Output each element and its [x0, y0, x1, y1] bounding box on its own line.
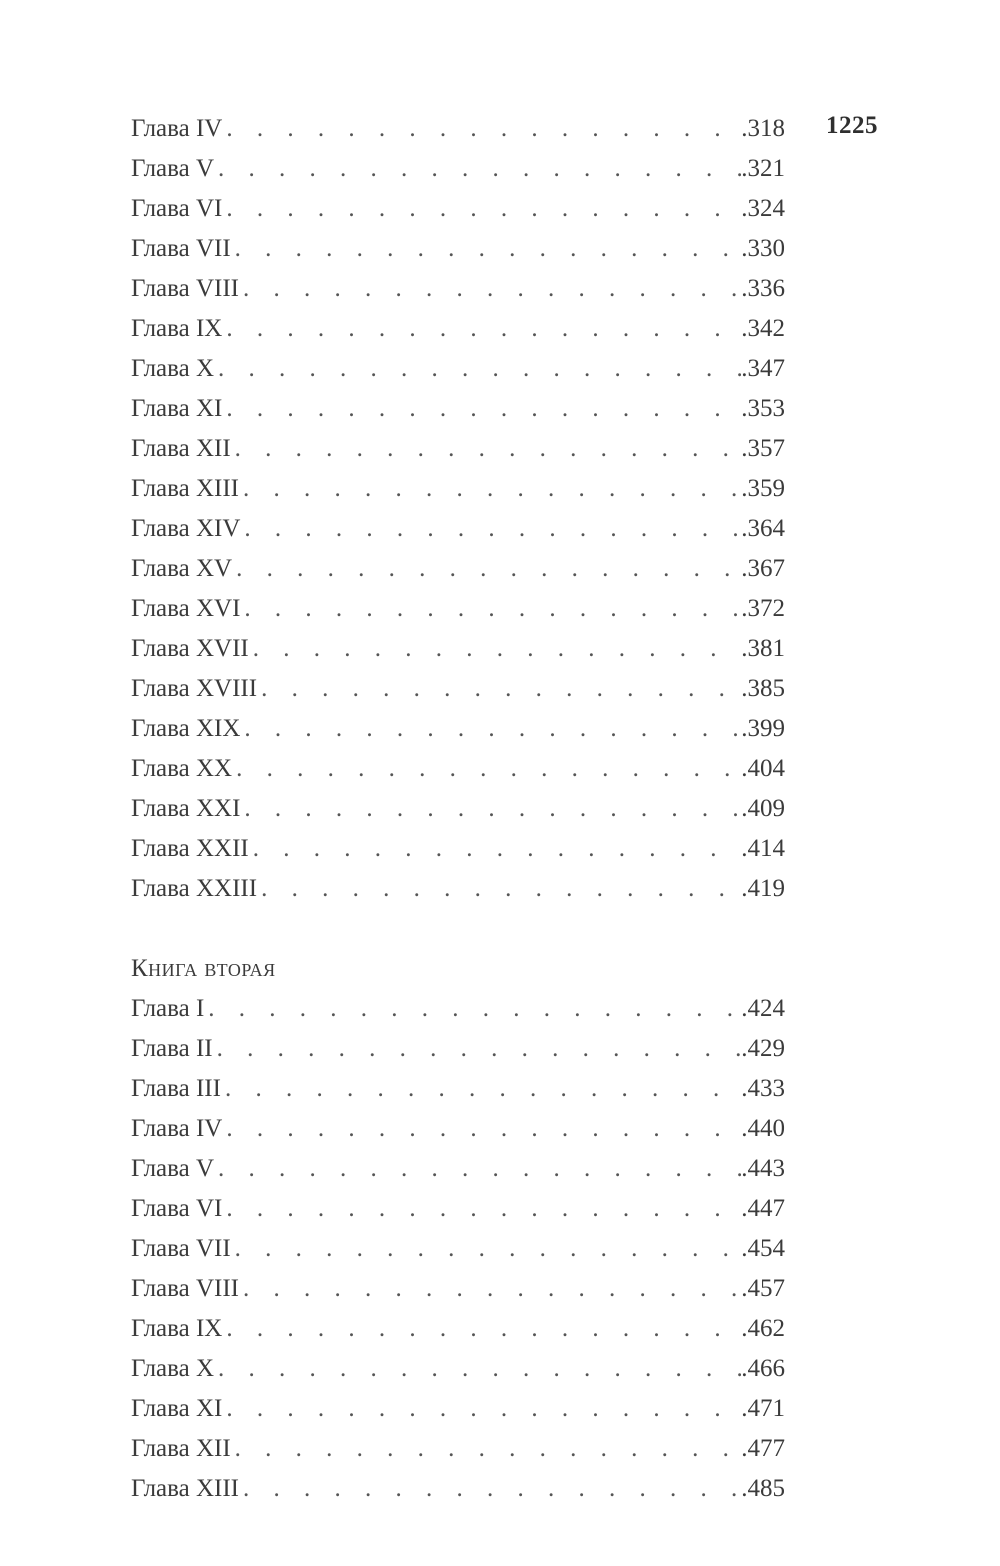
chapter-page-number: . 385 [741, 669, 785, 709]
dot-leader [226, 1309, 741, 1349]
chapter-title: Глава XX [131, 755, 233, 782]
chapter-title: Глава XXI [131, 795, 241, 822]
chapter-page-number: . 359 [741, 469, 785, 509]
chapter-title: Глава VII [131, 235, 231, 262]
chapter-page-number: . 454 [741, 1229, 785, 1269]
chapter-title: Глава XIX [131, 715, 241, 742]
chapter-title: Глава VIII [131, 275, 239, 302]
dot-leader [225, 1069, 741, 1109]
toc-group-book-one [131, 109, 785, 909]
toc-entry [131, 669, 785, 709]
chapter-title: Глава XVIII [131, 675, 258, 702]
chapter-page-number: . 462 [741, 1309, 785, 1349]
chapter-page-number: . 342 [741, 309, 785, 349]
chapter-title: Глава V [131, 155, 215, 182]
dot-leader [261, 869, 741, 909]
chapter-page-number: . 321 [741, 149, 785, 189]
dot-leader [226, 1189, 741, 1229]
chapter-page-number: . 336 [741, 269, 785, 309]
toc-entry [131, 589, 785, 629]
chapter-title: Глава V [131, 1155, 215, 1182]
chapter-page-number: . 364 [741, 509, 785, 549]
chapter-page-number: . 414 [741, 829, 785, 869]
chapter-title: Глава XVI [131, 595, 241, 622]
chapter-page-number: . 485 [741, 1469, 785, 1509]
chapter-title: Глава XIII [131, 1475, 239, 1502]
chapter-page-number: . 324 [741, 189, 785, 229]
dot-leader [243, 1269, 741, 1309]
toc-entry [131, 269, 785, 309]
toc-entry [131, 549, 785, 589]
dot-leader [235, 1429, 742, 1469]
chapter-title: Глава III [131, 1075, 221, 1102]
chapter-title: Глава XXII [131, 835, 249, 862]
chapter-page-number: . 399 [741, 709, 785, 749]
toc-entry [131, 389, 785, 429]
chapter-title: Глава IX [131, 1315, 223, 1342]
chapter-page-number: . 318 [741, 109, 785, 149]
dot-leader [236, 749, 741, 789]
chapter-title: Глава VI [131, 195, 223, 222]
toc-entry [131, 629, 785, 669]
dot-leader [243, 269, 741, 309]
table-of-contents [131, 109, 785, 1509]
toc-entry [131, 1349, 785, 1389]
chapter-page-number: . 447 [741, 1189, 785, 1229]
chapter-page-number: . 457 [741, 1269, 785, 1309]
chapter-page-number: . 404 [741, 749, 785, 789]
chapter-page-number: . 466 [741, 1349, 785, 1389]
chapter-title: Глава XII [131, 1435, 231, 1462]
dot-leader [253, 829, 742, 869]
dot-leader [244, 589, 741, 629]
dot-leader [226, 109, 741, 149]
chapter-page-number: . 433 [741, 1069, 785, 1109]
chapter-page-number: . 419 [741, 869, 785, 909]
chapter-page-number: . 440 [741, 1109, 785, 1149]
dot-leader [218, 149, 741, 189]
dot-leader [226, 389, 741, 429]
toc-entry [131, 109, 785, 149]
toc-entry [131, 1429, 785, 1469]
toc-entry [131, 1269, 785, 1309]
dot-leader [217, 1029, 742, 1069]
chapter-title: Глава XI [131, 395, 223, 422]
chapter-page-number: . 429 [741, 1029, 785, 1069]
dot-leader [243, 1469, 741, 1509]
toc-entry [131, 429, 785, 469]
dot-leader [226, 1389, 741, 1429]
chapter-title: Глава XV [131, 555, 233, 582]
chapter-title: Глава XI [131, 1395, 223, 1422]
toc-entry [131, 469, 785, 509]
dot-leader [218, 1149, 741, 1189]
chapter-title: Глава XII [131, 435, 231, 462]
toc-entry [131, 1309, 785, 1349]
toc-entry [131, 309, 785, 349]
dot-leader [208, 989, 741, 1029]
toc-entry [131, 829, 785, 869]
toc-entry [131, 1389, 785, 1429]
dot-leader [243, 469, 741, 509]
chapter-page-number: . 471 [741, 1389, 785, 1429]
chapter-page-number: . 372 [741, 589, 785, 629]
toc-entry [131, 1189, 785, 1229]
toc-entry [131, 189, 785, 229]
dot-leader [236, 549, 741, 589]
chapter-page-number: . 443 [741, 1149, 785, 1189]
chapter-title: Глава IV [131, 115, 223, 142]
dot-leader [218, 349, 741, 389]
toc-entry [131, 149, 785, 189]
chapter-page-number: . 424 [741, 989, 785, 1029]
chapter-page-number: . 330 [741, 229, 785, 269]
dot-leader [226, 309, 741, 349]
toc-entry [131, 1109, 785, 1149]
dot-leader [253, 629, 742, 669]
toc-entry [131, 709, 785, 749]
chapter-page-number: . 347 [741, 349, 785, 389]
chapter-page-number: . 477 [741, 1429, 785, 1469]
chapter-title: Глава I [131, 995, 205, 1022]
chapter-title: Глава VII [131, 1235, 231, 1262]
chapter-title: Глава IV [131, 1115, 223, 1142]
chapter-page-number: . 381 [741, 629, 785, 669]
chapter-page-number: . 357 [741, 429, 785, 469]
chapter-title: Глава II [131, 1035, 213, 1062]
dot-leader [244, 509, 741, 549]
chapter-title: Глава VIII [131, 1275, 239, 1302]
toc-entry [131, 1029, 785, 1069]
toc-entry [131, 1469, 785, 1509]
section-heading-book-two: Книга вторая [131, 955, 276, 982]
chapter-page-number: . 409 [741, 789, 785, 829]
chapter-page-number: . 367 [741, 549, 785, 589]
chapter-title: Глава VI [131, 1195, 223, 1222]
page-number: 1225 [826, 112, 878, 139]
chapter-title: Глава IX [131, 315, 223, 342]
dot-leader [218, 1349, 741, 1389]
chapter-title: Глава XXIII [131, 875, 258, 902]
chapter-title: Глава X [131, 1355, 215, 1382]
dot-leader [226, 189, 741, 229]
toc-entry [131, 1149, 785, 1189]
toc-entry [131, 789, 785, 829]
chapter-page-number: . 353 [741, 389, 785, 429]
toc-entry [131, 349, 785, 389]
toc-entry [131, 869, 785, 909]
toc-entry [131, 229, 785, 269]
dot-leader [235, 1229, 742, 1269]
toc-group-book-two [131, 989, 785, 1509]
toc-entry [131, 1229, 785, 1269]
chapter-title: Глава X [131, 355, 215, 382]
dot-leader [244, 789, 741, 829]
chapter-title: Глава XVII [131, 635, 249, 662]
toc-entry [131, 509, 785, 549]
dot-leader [261, 669, 741, 709]
toc-entry [131, 989, 785, 1029]
toc-entry [131, 749, 785, 789]
chapter-title: Глава XIII [131, 475, 239, 502]
chapter-title: Глава XIV [131, 515, 241, 542]
dot-leader [244, 709, 741, 749]
toc-entry [131, 1069, 785, 1109]
dot-leader [235, 229, 742, 269]
dot-leader [226, 1109, 741, 1149]
dot-leader [235, 429, 742, 469]
